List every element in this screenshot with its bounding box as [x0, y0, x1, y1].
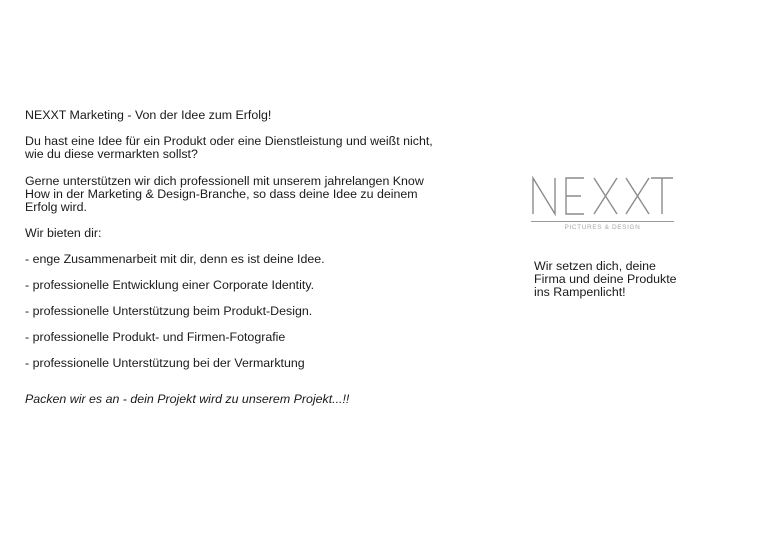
support-line: How in der Marketing & Design-Branche, so dass deine Idee zu deinem	[25, 187, 418, 201]
tagline	[534, 260, 704, 299]
tagline-line: Wir setzen dich, deine	[534, 259, 656, 273]
offer-item: - enge Zusammenarbeit mit dir, denn es ist deine Idee.	[25, 252, 325, 266]
intro-paragraph	[25, 135, 465, 161]
support-line: Erfolg wird.	[25, 200, 87, 214]
offer-item: - professionelle Entwicklung einer Corporate Identity.	[25, 278, 315, 292]
closing-statement: Packen wir es an - dein Projekt wird zu unserem Projekt...!!	[25, 392, 350, 406]
intro-line: wie du diese vermarkten sollst?	[25, 147, 198, 161]
support-paragraph	[25, 175, 465, 214]
support-line: Gerne unterstützen wir dich professionell mit unserem jahrelangen Know	[25, 174, 424, 188]
intro-line: Du hast eine Idee für ein Produkt oder eine Dienstleistung und weißt nicht,	[25, 134, 433, 148]
nexxt-wordmark	[531, 171, 674, 221]
offer-item: - professionelle Produkt- und Firmen-Fotografie	[25, 330, 286, 344]
logo-subtitle: PICTURES & DESIGN	[564, 224, 641, 231]
page-title: NEXXT Marketing - Von der Idee zum Erfolg!	[25, 108, 272, 122]
nexxt-logo	[531, 171, 674, 235]
offer-intro: Wir bieten dir:	[25, 226, 102, 240]
tagline-line: ins Rampenlicht!	[534, 285, 626, 299]
offer-item: - professionelle Unterstützung bei der Vermarktung	[25, 356, 305, 370]
offer-item: - professionelle Unterstützung beim Produkt-Design.	[25, 304, 313, 318]
tagline-line: Firma und deine Produkte	[534, 272, 677, 286]
logo-divider	[531, 221, 674, 222]
